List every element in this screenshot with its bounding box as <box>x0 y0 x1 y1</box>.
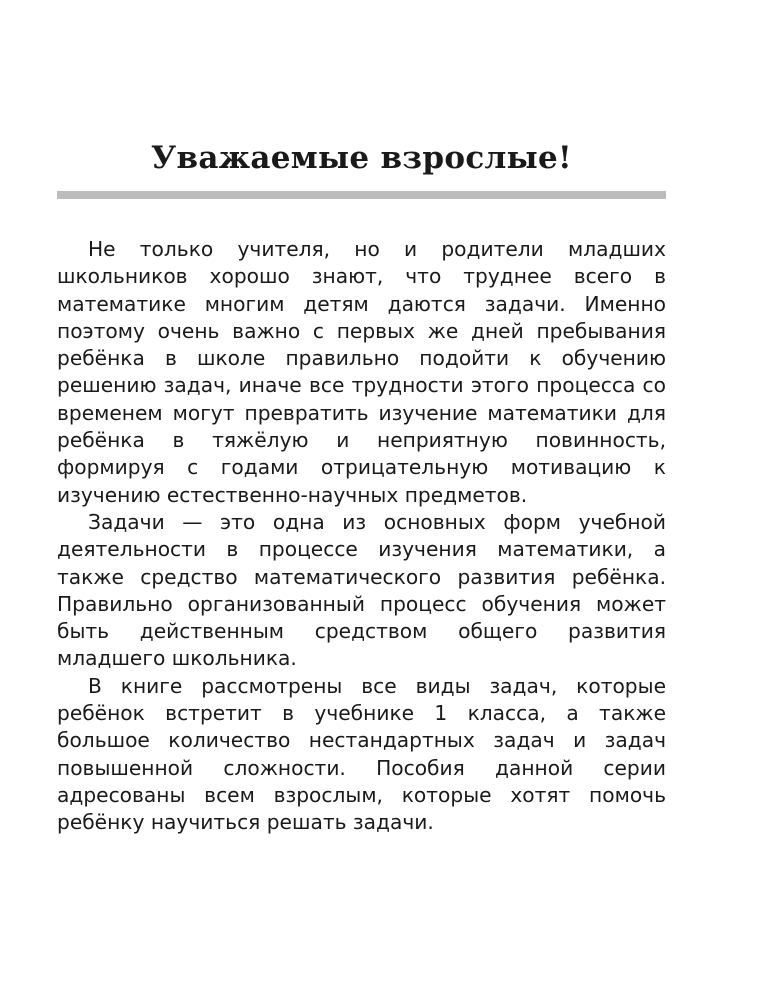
paragraph-intro: Не только учителя, но и родители младших школьников хорошо знают, что труднее всего в математике многим детям даются задачи. Именно поэтому очень важно с первых же дней пребывания ребёнка в школе правильно подойти к обучению решению задач, иначе все трудности этого процесса со временем могут превратить изучение математики для ребёнка в тяжёлую и неприятную повинность, формируя с годами отрицательную мотивацию к изучению естественно-научных предметов. <box>57 237 666 507</box>
paragraph-book: В книге рассмотрены все виды задач, которые ребёнок встретит в учебнике 1 класса, а также большое количество нестандартных задач и задач повышенной сложности. Пособия данной серии адресованы всем взрослым, которые хотят помочь ребёнку научиться решать задачи. <box>57 673 666 835</box>
page-title: Уважаемые взрослые! <box>151 140 572 176</box>
title-divider <box>57 191 666 199</box>
body-text <box>57 236 666 837</box>
paragraph-tasks: Задачи — это одна из основных форм учебной деятельности в процессе изучения математики, а также средство математического развития ребёнка. Правильно организованный процесс обучения может быть действенным средством общего развития младшего школьника. <box>57 509 666 671</box>
